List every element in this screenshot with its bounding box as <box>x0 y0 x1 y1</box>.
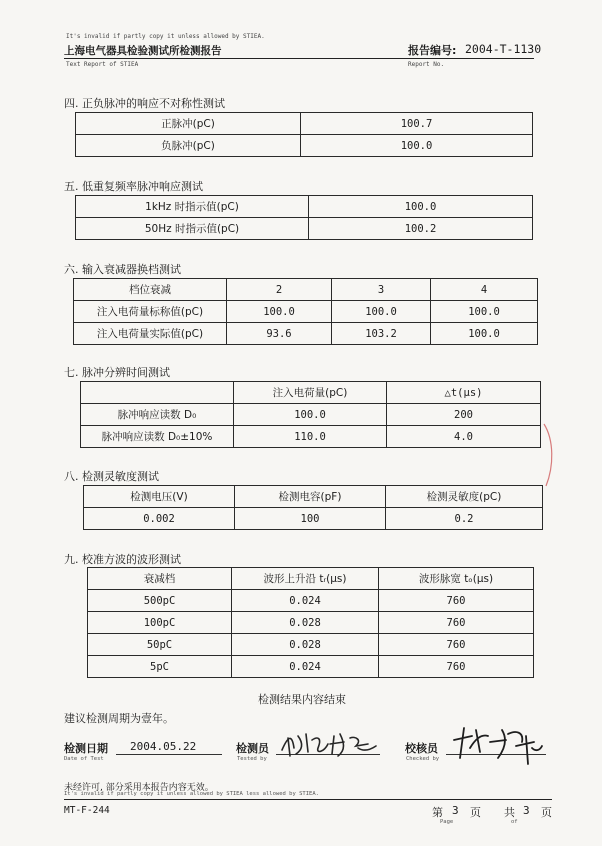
table-header-cell: 检测灵敏度(pC) <box>386 486 543 508</box>
section-8-title: 八. 检测灵敏度测试 <box>64 470 159 483</box>
lab-name-en: Text Report of STIEA <box>66 61 139 68</box>
copy-notice-top: It's invalid if partly copy it unless allowed by STIEA. <box>66 33 265 40</box>
test-date-value: 2004.05.22 <box>130 740 197 753</box>
table-header-cell: 2 <box>227 279 332 301</box>
table-row <box>84 508 543 530</box>
lab-name: 上海电气器具检验测试所检测报告 <box>64 45 222 57</box>
section-7-table <box>80 381 541 448</box>
table-row <box>88 634 534 656</box>
section-6-title: 六. 输入衰减器换档测试 <box>64 263 181 276</box>
table-row <box>81 382 541 404</box>
table-cell: 0.2 <box>386 508 543 530</box>
table-cell: 100.0 <box>227 301 332 323</box>
section-5-table <box>75 195 533 240</box>
table-cell: 100 <box>235 508 386 530</box>
table-cell: 0.002 <box>84 508 235 530</box>
page-label: 第 <box>432 806 443 819</box>
table-cell: 100.0 <box>431 323 538 345</box>
table-cell: 注入电荷量实际值(pC) <box>74 323 227 345</box>
table-cell: 100.0 <box>301 135 533 157</box>
section-8-table <box>83 485 543 530</box>
table-cell: 100.0 <box>309 196 533 218</box>
table-row <box>74 323 538 345</box>
margin-mark <box>540 420 560 490</box>
table-cell: 100pC <box>88 612 232 634</box>
table-row <box>74 301 538 323</box>
table-cell: 100.7 <box>301 113 533 135</box>
table-cell: 760 <box>379 612 534 634</box>
table-row <box>76 113 533 135</box>
report-no: 2004-T-1130 <box>465 42 542 56</box>
table-header-cell: 波形脉宽 tₒ(μs) <box>379 568 534 590</box>
section-9-table <box>87 567 534 678</box>
total-number: 3 <box>523 804 530 817</box>
table-row <box>74 279 538 301</box>
table-header-cell: 注入电荷量(pC) <box>234 382 387 404</box>
table-cell: 93.6 <box>227 323 332 345</box>
page-unit: 页 <box>470 806 481 819</box>
total-unit: 页 <box>541 806 552 819</box>
table-header-cell: 检测电容(pF) <box>235 486 386 508</box>
section-4-title: 四. 正负脉冲的响应不对称性测试 <box>64 97 225 110</box>
table-header-cell <box>81 382 234 404</box>
section-9-title: 九. 校准方波的波形测试 <box>64 553 181 566</box>
table-header-cell: 波形上升沿 tᵣ(μs) <box>232 568 379 590</box>
footer-rule <box>64 799 552 800</box>
checked-by-en: Checked by <box>406 756 440 762</box>
page-number: 3 <box>452 804 459 817</box>
total-en: of <box>511 819 518 825</box>
date-underline <box>116 754 222 755</box>
table-cell: 110.0 <box>234 426 387 448</box>
table-row <box>88 612 534 634</box>
report-no-en: Report No. <box>408 61 445 68</box>
table-cell: 50pC <box>88 634 232 656</box>
section-4-table <box>75 112 533 157</box>
unauthorized-note-en: It's invalid if partly copy it unless allowed by STIEA less allowed by STIEA. <box>64 791 319 797</box>
table-row <box>76 135 533 157</box>
table-row <box>88 590 534 612</box>
table-cell: 103.2 <box>332 323 431 345</box>
table-header-cell: 4 <box>431 279 538 301</box>
page-en: Page <box>440 819 454 825</box>
table-row <box>88 568 534 590</box>
tested-by-en: Tested by <box>237 756 267 762</box>
table-cell: 正脉冲(pC) <box>76 113 301 135</box>
unauthorized-note: 未经许可, 部分采用本报告内容无效。 <box>64 783 214 793</box>
table-cell: 脉冲响应读数 D₀±10% <box>81 426 234 448</box>
table-cell: 100.0 <box>234 404 387 426</box>
table-row <box>76 218 533 240</box>
table-cell: 脉冲响应读数 D₀ <box>81 404 234 426</box>
report-no-label: 报告编号: <box>408 44 457 57</box>
table-row <box>84 486 543 508</box>
section-7-title: 七. 脉冲分辨时间测试 <box>64 366 170 379</box>
table-cell: 1kHz 时指示值(pC) <box>76 196 309 218</box>
table-cell: 100.2 <box>309 218 533 240</box>
period-note: 建议检测周期为壹年。 <box>64 712 174 725</box>
section-5-title: 五. 低重复频率脉冲响应测试 <box>64 180 203 193</box>
table-cell: 注入电荷量标称值(pC) <box>74 301 227 323</box>
total-label: 共 <box>504 806 515 819</box>
header-rule <box>64 58 534 59</box>
table-cell: 760 <box>379 634 534 656</box>
table-header-cell: 档位衰减 <box>74 279 227 301</box>
table-header-cell: 检测电压(V) <box>84 486 235 508</box>
checked-by-label: 校核员 <box>405 742 438 755</box>
table-cell: 5pC <box>88 656 232 678</box>
table-cell: 760 <box>379 590 534 612</box>
end-note: 检测结果内容结束 <box>258 693 346 706</box>
table-cell: 0.024 <box>232 656 379 678</box>
table-cell: 0.024 <box>232 590 379 612</box>
test-date-label: 检测日期 <box>64 742 108 755</box>
table-cell: 760 <box>379 656 534 678</box>
table-header-cell: △t(μs) <box>387 382 541 404</box>
table-cell: 0.028 <box>232 634 379 656</box>
table-cell: 100.0 <box>332 301 431 323</box>
table-row <box>88 656 534 678</box>
tester-signature <box>278 726 388 760</box>
section-6-table <box>73 278 538 345</box>
table-cell: 500pC <box>88 590 232 612</box>
table-header-cell: 衰减档 <box>88 568 232 590</box>
table-row <box>81 426 541 448</box>
table-cell: 100.0 <box>431 301 538 323</box>
form-number: MT-F-244 <box>64 805 110 816</box>
table-header-cell: 3 <box>332 279 431 301</box>
table-cell: 4.0 <box>387 426 541 448</box>
table-cell: 负脉冲(pC) <box>76 135 301 157</box>
checker-signature <box>446 718 550 770</box>
table-cell: 0.028 <box>232 612 379 634</box>
tested-by-label: 检测员 <box>236 742 269 755</box>
table-cell: 200 <box>387 404 541 426</box>
table-cell: 50Hz 时指示值(pC) <box>76 218 309 240</box>
table-row <box>76 196 533 218</box>
test-date-en: Date of Test <box>64 756 104 762</box>
table-row <box>81 404 541 426</box>
